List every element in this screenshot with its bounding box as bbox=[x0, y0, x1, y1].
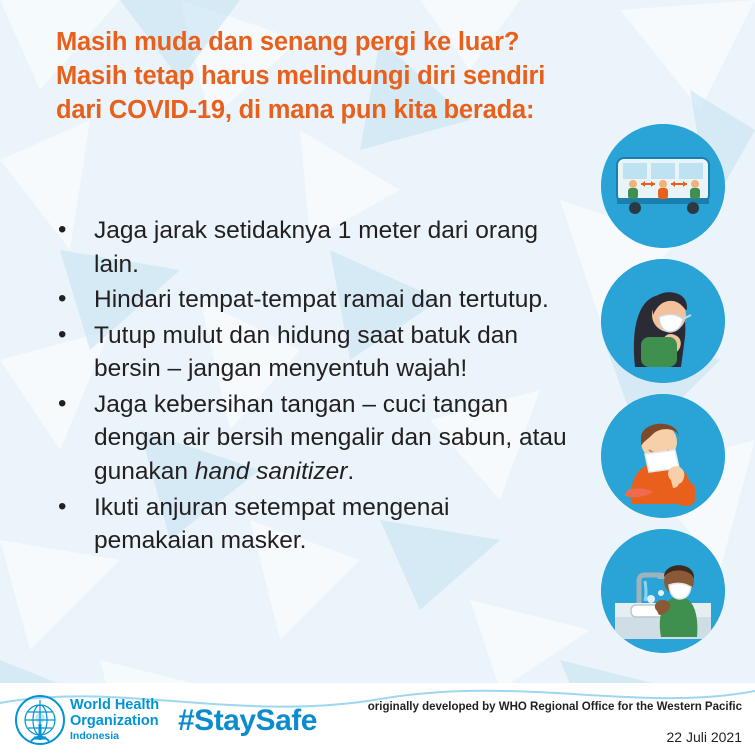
who-org-line1: World Health bbox=[70, 696, 160, 713]
public-transport-distancing-illustration bbox=[601, 124, 725, 248]
who-emblem-icon bbox=[14, 694, 66, 746]
who-country-label: Indonesia bbox=[70, 730, 120, 743]
bullet-dot-icon: • bbox=[58, 389, 67, 417]
bullet-dot-icon: • bbox=[58, 216, 67, 243]
list-item-label-suffix: . bbox=[347, 457, 355, 485]
advice-list bbox=[52, 214, 572, 560]
list-item bbox=[52, 214, 572, 281]
bullet-dot-icon: • bbox=[58, 285, 67, 313]
page-title: Masih muda dan senang pergi ke luar? Masih tetap harus melindungi diri sendiri dari COVID-19, di mana pun kita berada: bbox=[56, 28, 546, 124]
list-item-emphasis: hand sanitizer bbox=[194, 457, 348, 485]
bullet-dot-icon: • bbox=[58, 320, 67, 348]
who-logo-text bbox=[70, 697, 159, 743]
list-item-label: Ikuti anjuran setempat mengenai pemakaian masker. bbox=[94, 493, 450, 555]
date-label: 22 Juli 2021 bbox=[666, 729, 742, 745]
handwashing-illustration bbox=[601, 529, 725, 653]
list-item bbox=[52, 491, 572, 558]
cover-cough-sneeze-illustration bbox=[601, 394, 725, 518]
who-logo bbox=[14, 694, 159, 746]
list-item-label: Hindari tempat-tempat ramai dan tertutup. bbox=[94, 286, 549, 314]
who-org-line2: Organization bbox=[70, 713, 159, 730]
bullet-dot-icon: • bbox=[58, 492, 67, 520]
list-item-label: Jaga jarak setidaknya 1 meter dari orang lain. bbox=[94, 217, 538, 278]
credit-line: originally developed by WHO Regional Office for the Western Pacific bbox=[367, 701, 742, 713]
list-item bbox=[52, 388, 572, 489]
illustration-column bbox=[601, 124, 737, 664]
list-item-label: Tutup mulut dan hidung saat batuk dan bersin – jangan menyentuh wajah! bbox=[94, 321, 519, 383]
list-item bbox=[52, 319, 572, 386]
avoid-crowded-places-illustration bbox=[601, 259, 725, 383]
list-item-label: Jaga kebersihan tangan – cuci tangan dengan air bersih mengalir dan sabun, atau gunakan bbox=[94, 390, 567, 485]
hashtag-staysafe: #StaySafe bbox=[178, 704, 317, 737]
list-item bbox=[52, 283, 572, 317]
